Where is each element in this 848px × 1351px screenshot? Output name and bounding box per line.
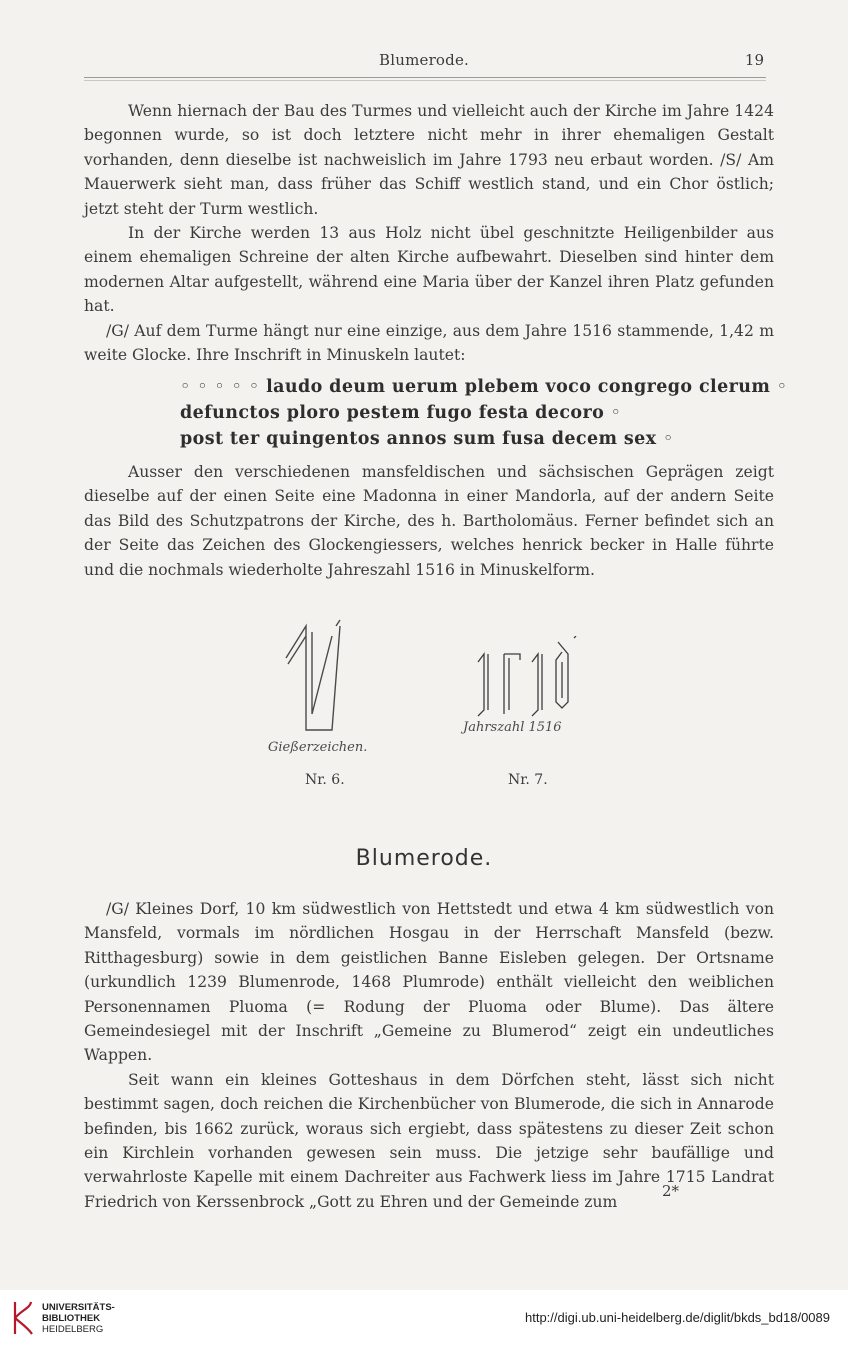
paragraph-village: /G/ Kleines Dorf, 10 km südwestlich von Hettstedt und etwa 4 km südwestlich von Mansfeld, vormals im nördlichen Hosgau in der Herrschaft Mansfeld (bezw. Ritthagesburg) sowie in dem geistlichen Banne Eisleben gelegen. Der Ortsname (urkundlich 1239 Blumenrode, 1468 Plumrode) enthält vielleicht den weiblichen Personennamen Pluoma (= Rodung der Pluoma oder Blume). Das ältere Gemeindesiegel mit der Inschrift „Gemeine zu Blumerod“ zeigt ein undeutliches Wappen.	[84, 900, 774, 1065]
paragraph-tower: Wenn hiernach der Bau des Turmes und vielleicht auch der Kirche im Jahre 1424 begonnen wurde, so ist doch letztere nicht mehr in ihrer ehemaligen Gestalt vorhanden, denn dieselbe ist nachweislich im Jahre 1793 neu erbaut worden. /S/ Am Mauerwerk sieht man, dass früher das Schiff westlich stand, und ein Chor östlich; jetzt steht der Turm westlich.	[84, 102, 774, 218]
logo-line: HEIDELBERG	[42, 1324, 104, 1335]
page-number: 19	[744, 51, 764, 69]
running-head	[0, 47, 848, 71]
paragraph-bell: /G/ Auf dem Turme hängt nur eine einzige, aus dem Jahre 1516 stammende, 1,42 m weite Glocke. Ihre Inschrift in Minuskeln lautet:	[84, 321, 774, 365]
text-block-church-history	[84, 99, 774, 367]
figure-caption-6: Nr. 6.	[305, 772, 345, 788]
founder-mark-drawing	[282, 618, 352, 743]
library-logo-icon	[12, 1300, 34, 1336]
text-block-bell-description	[84, 460, 774, 582]
sheet-signature: 2*	[662, 1182, 680, 1200]
paragraph-chapel: Seit wann ein kleines Gotteshaus in dem Dörfchen steht, lässt sich nicht bestimmt sagen, doch reichen die Kirchenbücher von Blumerode, die sich in Annarode befinden, bis 1662 zurück, woraus sich ergiebt, dass spätestens zu dieser Zeit schon ein Kirchlein vorhanden gewesen sein muss. Die jetzige sehr baufällige und verwahrloste Kapelle mit einem Dachreiter aus Fachwerk liess im Jahre 1715 Landrat Friedrich von Kerssenbrock „Gott zu Ehren und der Gemeinde zum	[84, 1070, 774, 1211]
logo-line: BIBLIOTHEK	[42, 1313, 101, 1324]
founder-mark-label: Gießerzeichen.	[268, 740, 368, 755]
header-rule-thin	[84, 80, 766, 81]
running-title: Blumerode.	[378, 51, 470, 69]
paragraph-bell-details: Ausser den verschiedenen mansfeldischen und sächsischen Geprägen zeigt dieselbe auf der einen Seite eine Madonna in einer Mandorla, auf der andern Seite das Bild des Schutzpatrons der Kirche, des h. Bartholomäus. Ferner befindet sich an der Seite das Zeichen des Glockengiessers, welches henrick becker in Halle führte und die nochmals wiederholte Jahreszahl 1516 in Minuskelform.	[84, 463, 774, 579]
year-numerals-label: Jahrszahl 1516	[463, 720, 562, 735]
permalink-url[interactable]: http://digi.ub.uni-heidelberg.de/diglit/bkds_bd18/0089	[524, 1310, 830, 1325]
bell-inscription	[84, 374, 788, 452]
paragraph-carvings: In der Kirche werden 13 aus Holz nicht übel geschnitzte Heiligenbilder aus einem ehemaligen Schreine der alten Kirche aufbewahrt. Dieselben sind hinter dem modernen Altar aufgestellt, während eine Maria über der Kanzel ihren Platz gefunden hat.	[84, 224, 774, 316]
library-footer	[0, 1290, 848, 1351]
figure-caption-7: Nr. 7.	[508, 772, 548, 788]
section-title: Blumerode.	[355, 846, 493, 871]
header-rule	[84, 77, 766, 78]
inscription-line: defunctos ploro pestem fugo festa decoro ◦	[180, 403, 622, 423]
inscription-line: ◦ ◦ ◦ ◦ ◦ laudo deum uerum plebem voco congrego clerum ◦	[180, 377, 788, 397]
year-numerals-drawing	[470, 636, 582, 718]
inscription-line: post ter quingentos annos sum fusa decem sex ◦	[180, 429, 674, 449]
logo-line: UNIVERSITÄTS-	[42, 1302, 115, 1313]
library-logo-text	[42, 1302, 115, 1335]
text-block-blumerode	[84, 897, 774, 1214]
